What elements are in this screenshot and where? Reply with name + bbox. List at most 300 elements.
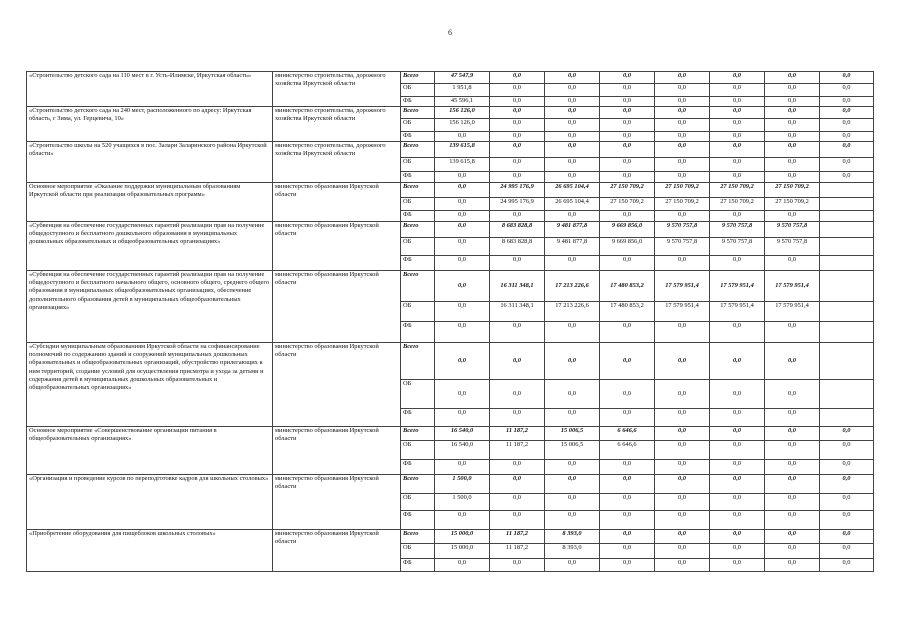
amount-cell: 0,0 [820,559,874,572]
amount-cell: 0,0 [600,119,655,132]
amount-cell: 27 150 709,2 [600,198,655,211]
amount-cell: 0,0 [600,256,655,271]
amount-cell: 0,0 [820,132,874,142]
amount-cell: 0,0 [435,172,490,183]
amount-cell: 0,0 [655,409,710,427]
amount-cell: 0,0 [655,427,710,441]
funding-source: ФБ [401,559,435,572]
amount-cell [820,322,874,343]
amount-cell: 8 393,0 [545,544,600,559]
measure-executor: министерство образования Иркутской области [273,427,401,475]
funding-source: ОБ [401,544,435,559]
amount-cell: 0,0 [600,511,655,530]
table-row [27,222,874,238]
amount-cell: 16 311 348,1 [490,271,545,302]
amount-cell [820,256,874,271]
amount-cell: 0,0 [765,142,820,158]
amount-cell: 0,0 [490,256,545,271]
measure-executor: министерство строительства, дорожного хозяйства Иркутской области [273,72,401,107]
amount-cell: 0,0 [710,409,765,427]
funding-source: ФБ [401,460,435,475]
amount-cell: 0,0 [490,409,545,427]
amount-cell: 16 540,0 [435,427,490,441]
amount-cell: 17 579 951,4 [765,302,820,322]
measure-description: «Субвенция на обеспечение государственных гарантий реализации прав на получение общедоступного и бесплатного дошкольного образования в муниципальных дошкольных образовательных и общеобразовательных организациях» [27,222,273,271]
amount-cell: 24 995 176,9 [490,198,545,211]
amount-cell: 0,0 [545,72,600,84]
amount-cell: 11 187,2 [490,427,545,441]
amount-cell: 0,0 [600,107,655,119]
amount-cell: 0,0 [545,107,600,119]
measure-description: «Субвенция на обеспечение государственных гарантий реализации прав на получение общедоступного и бесплатного начального общего, основного общего, среднего общего образования в муниципальных общеобразовательных организациях, обеспечение дополнительного образования детей в муниципальных общеобразовательных организациях» [27,271,273,343]
amount-cell: 0,0 [765,559,820,572]
amount-cell: 9 570 757,8 [710,238,765,256]
amount-cell: 11 187,2 [490,530,545,544]
amount-cell: 0,0 [655,530,710,544]
funding-source: ОБ [401,302,435,322]
amount-cell: 0,0 [600,211,655,222]
amount-cell: 0,0 [435,460,490,475]
amount-cell: 0,0 [765,211,820,222]
measure-executor: министерство строительства, дорожного хозяйства Иркутской области [273,142,401,183]
amount-cell: 0,0 [490,107,545,119]
amount-cell: 0,0 [710,256,765,271]
amount-cell: 0,0 [765,72,820,84]
amount-cell: 0,0 [710,530,765,544]
amount-cell: 0,0 [545,380,600,409]
amount-cell: 0,0 [820,84,874,97]
amount-cell: 0,0 [655,544,710,559]
amount-cell: 9 570 757,8 [765,238,820,256]
amount-cell: 0,0 [545,256,600,271]
amount-cell [820,343,874,380]
amount-cell: 0,0 [710,544,765,559]
amount-cell: 0,0 [820,72,874,84]
amount-cell: 0,0 [655,475,710,494]
amount-cell [820,302,874,322]
amount-cell: 0,0 [600,544,655,559]
amount-cell: 9 669 856,0 [600,222,655,238]
amount-cell: 0,0 [600,84,655,97]
amount-cell: 8 683 828,8 [490,238,545,256]
amount-cell: 0,0 [710,427,765,441]
amount-cell: 0,0 [490,158,545,172]
amount-cell: 27 150 709,2 [765,183,820,198]
amount-cell: 0,0 [655,84,710,97]
amount-cell: 0,0 [490,559,545,572]
amount-cell: 9 669 856,0 [600,238,655,256]
amount-cell: 0,0 [545,494,600,511]
amount-cell: 0,0 [655,158,710,172]
funding-source: ФБ [401,409,435,427]
amount-cell: 0,0 [490,322,545,343]
amount-cell: 0,0 [820,544,874,559]
amount-cell: 16 311 348,1 [490,302,545,322]
amount-cell: 1 951,8 [435,84,490,97]
amount-cell: 0,0 [765,97,820,107]
measure-executor: министерство образования Иркутской области [273,343,401,427]
measure-description: «Строительство школы на 520 учащихся в пос. Залари Заларинского района Иркутской области» [27,142,273,183]
funding-table [26,71,874,572]
amount-cell: 0,0 [710,441,765,460]
amount-cell: 0,0 [765,256,820,271]
table-row [27,475,874,494]
amount-cell: 0,0 [820,530,874,544]
amount-cell: 0,0 [545,559,600,572]
amount-cell: 0,0 [765,172,820,183]
amount-cell: 15 000,0 [435,530,490,544]
amount-cell: 27 150 709,2 [655,183,710,198]
amount-cell: 139 615,8 [435,158,490,172]
amount-cell: 16 540,0 [435,441,490,460]
amount-cell: 0,0 [435,343,490,380]
amount-cell: 0,0 [545,409,600,427]
amount-cell: 15 000,0 [435,544,490,559]
funding-source: ОБ [401,158,435,172]
amount-cell: 17 579 951,4 [710,302,765,322]
page-number: 6 [448,28,452,37]
amount-cell: 17 579 951,4 [655,302,710,322]
amount-cell: 0,0 [710,380,765,409]
measure-description: «Приобретение оборудования для пищеблоков школьных столовых» [27,530,273,572]
amount-cell: 0,0 [435,183,490,198]
funding-source: ОБ [401,380,435,409]
amount-cell: 0,0 [490,380,545,409]
amount-cell: 0,0 [765,494,820,511]
amount-cell: 0,0 [655,380,710,409]
amount-cell: 0,0 [820,494,874,511]
amount-cell: 0,0 [600,158,655,172]
amount-cell: 0,0 [490,119,545,132]
amount-cell: 0,0 [710,559,765,572]
amount-cell [820,380,874,409]
table-row [27,72,874,84]
amount-cell: 0,0 [545,158,600,172]
funding-source: ОБ [401,198,435,211]
amount-cell: 0,0 [600,460,655,475]
amount-cell: 0,0 [600,530,655,544]
amount-cell: 0,0 [435,302,490,322]
amount-cell: 0,0 [435,409,490,427]
measure-executor: министерство строительства, дорожного хозяйства Иркутской области [273,107,401,142]
amount-cell: 0,0 [655,119,710,132]
amount-cell: 45 596,1 [435,97,490,107]
amount-cell: 6 646,6 [600,441,655,460]
measure-description: Основное мероприятие «Оказание поддержки муниципальным образованиям Иркутской области при реализации образовательных программ» [27,183,273,222]
amount-cell: 0,0 [655,511,710,530]
amount-cell: 0,0 [710,494,765,511]
amount-cell: 17 480 853,2 [600,271,655,302]
amount-cell: 0,0 [600,475,655,494]
amount-cell [820,198,874,211]
amount-cell: 0,0 [655,132,710,142]
funding-source: Всего [401,183,435,198]
amount-cell [820,238,874,256]
amount-cell: 0,0 [765,460,820,475]
amount-cell: 0,0 [655,343,710,380]
amount-cell: 0,0 [710,343,765,380]
amount-cell [820,183,874,198]
funding-source: Всего [401,271,435,302]
amount-cell: 0,0 [820,119,874,132]
amount-cell: 11 187,2 [490,441,545,460]
table-row [27,142,874,158]
amount-cell: 0,0 [490,132,545,142]
amount-cell: 0,0 [765,343,820,380]
amount-cell: 0,0 [765,380,820,409]
amount-cell: 27 150 709,2 [600,183,655,198]
amount-cell: 0,0 [710,72,765,84]
funding-source: Всего [401,72,435,84]
amount-cell: 0,0 [765,475,820,494]
amount-cell: 0,0 [490,494,545,511]
table-row [27,271,874,302]
amount-cell: 0,0 [435,222,490,238]
amount-cell: 0,0 [710,211,765,222]
amount-cell: 0,0 [710,460,765,475]
amount-cell: 0,0 [435,380,490,409]
amount-cell: 1 500,0 [435,475,490,494]
amount-cell: 0,0 [765,107,820,119]
amount-cell: 0,0 [600,559,655,572]
amount-cell: 0,0 [765,409,820,427]
funding-source: Всего [401,107,435,119]
amount-cell: 6 646,6 [600,427,655,441]
amount-cell: 0,0 [820,441,874,460]
amount-cell: 0,0 [710,107,765,119]
amount-cell: 0,0 [710,132,765,142]
amount-cell: 0,0 [820,158,874,172]
funding-source: ФБ [401,132,435,142]
funding-source: Всего [401,222,435,238]
table-row [27,107,874,119]
amount-cell: 0,0 [710,475,765,494]
amount-cell: 0,0 [600,322,655,343]
amount-cell: 0,0 [545,475,600,494]
amount-cell: 0,0 [655,97,710,107]
amount-cell [820,271,874,302]
amount-cell: 0,0 [765,119,820,132]
measure-description: Основное мероприятие «Совершенствование организации питания в общеобразовательных организациях» [27,427,273,475]
amount-cell: 0,0 [710,142,765,158]
amount-cell: 0,0 [820,97,874,107]
amount-cell: 9 481 877,8 [545,238,600,256]
amount-cell: 0,0 [710,322,765,343]
amount-cell: 1 500,0 [435,494,490,511]
amount-cell: 0,0 [490,72,545,84]
amount-cell: 0,0 [600,494,655,511]
amount-cell: 0,0 [655,441,710,460]
measure-description: «Субсидии муниципальным образованиям Иркутской области на софинансирование полномочий по содержанию зданий и сооружений муниципальных дошкольных образовательных и общеобразовательных организаций, обустройство прилегающих к ним территорий, создание условий для осуществления присмотра и ухода за детьми и содержания детей в муниципальных дошкольных образовательных и общеобразовательных организациях» [27,343,273,427]
amount-cell: 17 579 951,4 [655,271,710,302]
amount-cell: 156 126,0 [435,107,490,119]
amount-cell: 0,0 [710,511,765,530]
amount-cell: 0,0 [710,158,765,172]
amount-cell: 0,0 [435,198,490,211]
measure-executor: министерство образования Иркутской области [273,475,401,530]
amount-cell: 0,0 [435,559,490,572]
amount-cell: 26 695 104,4 [545,183,600,198]
amount-cell: 0,0 [545,511,600,530]
amount-cell: 0,0 [545,322,600,343]
amount-cell: 0,0 [600,409,655,427]
measure-description: «Строительство детского сада на 110 мест в г. Усть-Илимске, Иркутская область» [27,72,273,107]
amount-cell: 0,0 [545,84,600,97]
amount-cell [820,409,874,427]
funding-source: ФБ [401,211,435,222]
amount-cell: 27 150 709,2 [655,198,710,211]
amount-cell: 0,0 [545,97,600,107]
funding-source: Всего [401,427,435,441]
amount-cell: 0,0 [820,511,874,530]
amount-cell: 0,0 [765,158,820,172]
funding-source: ОБ [401,494,435,511]
funding-source: ФБ [401,256,435,271]
amount-cell: 0,0 [655,256,710,271]
amount-cell: 0,0 [545,211,600,222]
amount-cell: 17 213 226,6 [545,271,600,302]
amount-cell [820,211,874,222]
amount-cell: 9 570 757,8 [710,222,765,238]
amount-cell: 0,0 [655,211,710,222]
funding-source: ФБ [401,322,435,343]
amount-cell: 0,0 [490,211,545,222]
amount-cell: 0,0 [655,172,710,183]
amount-cell: 0,0 [820,427,874,441]
amount-cell: 0,0 [655,142,710,158]
amount-cell: 0,0 [600,72,655,84]
amount-cell: 0,0 [435,132,490,142]
amount-cell: 0,0 [490,142,545,158]
funding-source: ОБ [401,441,435,460]
funding-source: ФБ [401,172,435,183]
amount-cell: 17 579 951,4 [710,271,765,302]
amount-cell: 9 570 757,8 [765,222,820,238]
amount-cell: 0,0 [600,97,655,107]
amount-cell: 17 213 226,6 [545,302,600,322]
amount-cell: 0,0 [435,511,490,530]
measure-executor: министерство образования Иркутской области [273,271,401,343]
amount-cell: 0,0 [600,132,655,142]
funding-source: ФБ [401,511,435,530]
amount-cell: 0,0 [435,322,490,343]
measure-description: «Строительство детского сада на 240 мест, расположенного по адресу: Иркутская область, г Зима, ул. Герцевича, 10» [27,107,273,142]
amount-cell: 0,0 [710,172,765,183]
amount-cell: 24 995 176,9 [490,183,545,198]
amount-cell: 0,0 [765,530,820,544]
amount-cell: 0,0 [820,475,874,494]
amount-cell: 8 393,0 [545,530,600,544]
amount-cell: 9 570 757,8 [655,222,710,238]
amount-cell: 0,0 [490,511,545,530]
amount-cell: 17 579 951,4 [765,271,820,302]
amount-cell: 27 150 709,2 [710,198,765,211]
amount-cell: 0,0 [545,132,600,142]
amount-cell: 0,0 [765,132,820,142]
funding-source: ОБ [401,119,435,132]
amount-cell: 139 615,8 [435,142,490,158]
amount-cell: 9 481 877,8 [545,222,600,238]
amount-cell: 0,0 [490,97,545,107]
table-row [27,343,874,380]
amount-cell: 8 683 828,8 [490,222,545,238]
amount-cell: 0,0 [490,475,545,494]
amount-cell: 0,0 [600,343,655,380]
amount-cell: 0,0 [490,460,545,475]
amount-cell: 0,0 [435,211,490,222]
funding-source: Всего [401,343,435,380]
amount-cell: 15 006,5 [545,441,600,460]
amount-cell [820,222,874,238]
amount-cell: 0,0 [765,427,820,441]
amount-cell: 0,0 [820,460,874,475]
amount-cell: 9 570 757,8 [655,238,710,256]
amount-cell: 0,0 [765,441,820,460]
amount-cell: 0,0 [600,142,655,158]
amount-cell: 0,0 [435,256,490,271]
amount-cell: 0,0 [545,172,600,183]
amount-cell: 0,0 [710,97,765,107]
funding-source: ОБ [401,84,435,97]
amount-cell: 0,0 [820,172,874,183]
amount-cell: 0,0 [655,460,710,475]
amount-cell: 27 150 709,2 [765,198,820,211]
amount-cell: 27 150 709,2 [710,183,765,198]
amount-cell: 0,0 [545,142,600,158]
amount-cell: 0,0 [765,84,820,97]
funding-source: ФБ [401,97,435,107]
measure-description: «Организация и проведение курсов по переподготовке кадров для школьных столовых» [27,475,273,530]
measure-executor: министерство образования Иркутской области [273,183,401,222]
table-row [27,183,874,198]
amount-cell: 0,0 [600,380,655,409]
funding-source: Всего [401,530,435,544]
amount-cell: 0,0 [710,119,765,132]
amount-cell: 0,0 [490,343,545,380]
amount-cell: 0,0 [545,460,600,475]
amount-cell: 0,0 [655,559,710,572]
table-row [27,530,874,544]
funding-source: Всего [401,142,435,158]
amount-cell: 0,0 [655,72,710,84]
amount-cell: 0,0 [655,494,710,511]
amount-cell: 156 126,0 [435,119,490,132]
amount-cell: 0,0 [820,142,874,158]
amount-cell: 0,0 [820,107,874,119]
amount-cell: 0,0 [765,322,820,343]
amount-cell: 0,0 [435,271,490,302]
amount-cell: 0,0 [545,119,600,132]
amount-cell: 0,0 [655,322,710,343]
amount-cell: 47 547,9 [435,72,490,84]
amount-cell: 11 187,2 [490,544,545,559]
measure-executor: министерство образования Иркутской области [273,530,401,572]
amount-cell: 0,0 [545,343,600,380]
amount-cell: 15 006,5 [545,427,600,441]
measure-executor: министерство образования Иркутской области [273,222,401,271]
funding-source: ОБ [401,238,435,256]
amount-cell: 0,0 [435,238,490,256]
amount-cell: 17 480 853,2 [600,302,655,322]
amount-cell: 0,0 [655,107,710,119]
amount-cell: 0,0 [490,172,545,183]
amount-cell: 26 695 104,4 [545,198,600,211]
amount-cell: 0,0 [765,544,820,559]
amount-cell: 0,0 [490,84,545,97]
table-row [27,427,874,441]
funding-source: Всего [401,475,435,494]
amount-cell: 0,0 [600,172,655,183]
